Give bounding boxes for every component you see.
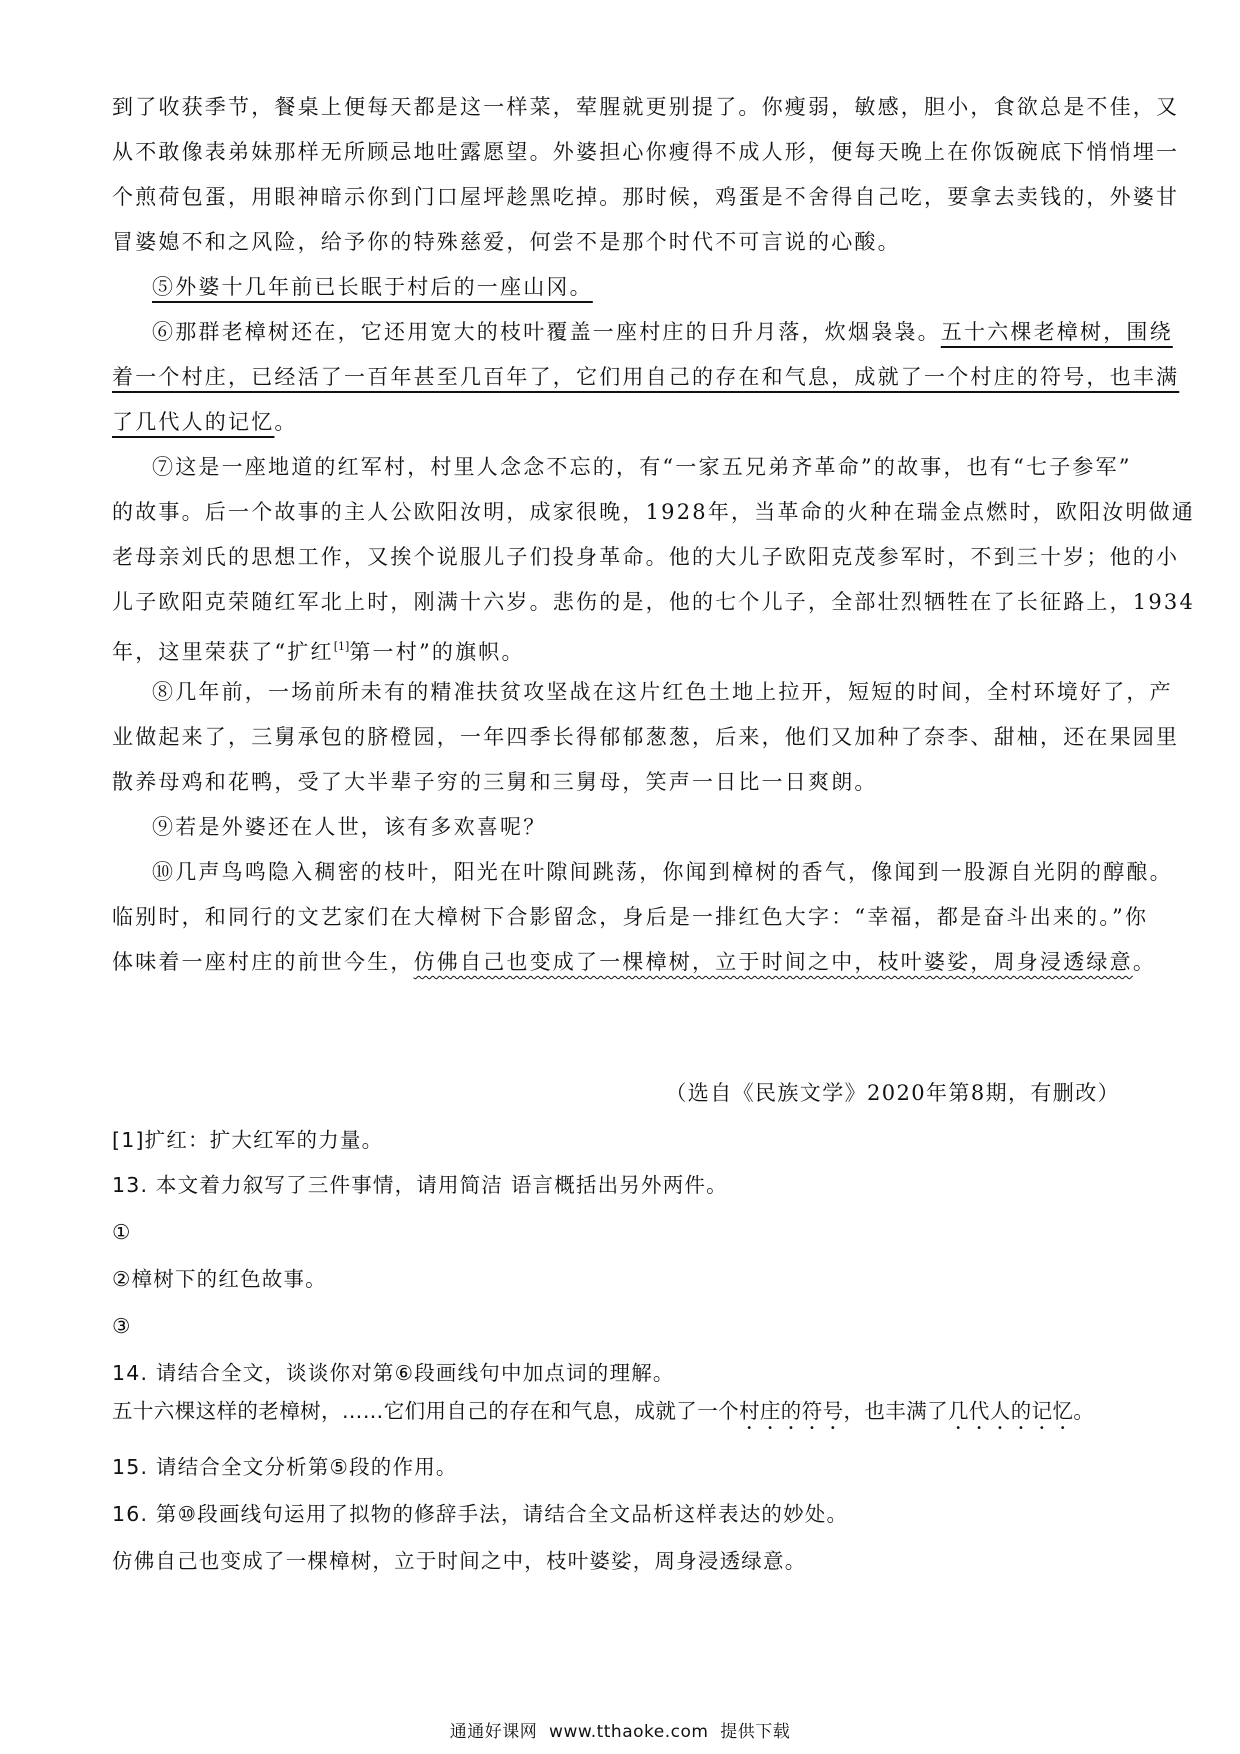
- paragraph-text: ⑥那群老樟树还在，它还用宽大的枝叶覆盖一座村庄的日升月落，炊烟袅袅。: [152, 320, 941, 344]
- quote-text: 五十六棵这样的老樟树，……它们用自己的存在和气息，成就了一个: [112, 1399, 739, 1423]
- question-14: 14. 请结合全文，谈谈你对第⑥段画线句中加点词的理解。: [112, 1361, 675, 1385]
- paragraph-line: 业做起来了，三舅承包的脐橙园，一年四季长得郁郁葱葱，后来，他们又加种了奈李、甜柚，还在果园里: [112, 725, 1180, 749]
- answer-blank-1: ①: [112, 1220, 132, 1244]
- paragraph-line: 老母亲刘氏的思想工作，又挨个说服儿子们投身革命。他的大儿子欧阳克茂参军时，不到三十岁；他的小: [112, 545, 1180, 569]
- paragraph-text: 。: [1132, 950, 1157, 974]
- paragraph-line: [112, 632, 525, 662]
- source-citation: （选自《民族文学》2020年第8期，有删改）: [665, 1081, 1120, 1105]
- paragraph-text: 。: [274, 410, 298, 434]
- underlined-sentence: 了几代人的记忆: [112, 410, 275, 434]
- paragraph-text: 体味着一座村庄的前世今生，: [112, 950, 414, 974]
- footnote: [1]扩红：扩大红军的力量。: [112, 1128, 384, 1152]
- quote-text: ，也丰满了: [843, 1399, 948, 1423]
- paragraph-line: 冒婆媳不和之风险，给予你的特殊慈爱，何尝不是那个时代不可言说的心酸。: [112, 230, 901, 254]
- footnote-marker: [1]: [333, 640, 350, 653]
- paragraph-line: ⑨若是外婆还在人世，该有多欢喜呢？: [152, 815, 547, 839]
- paragraph-line: 的故事。后一个故事的主人公欧阳汝明，成家很晚，1928年，当革命的火种在瑞金点燃时，欧阳汝明做通: [112, 500, 1196, 524]
- paragraph-text: 年，这里荣获了“扩红: [112, 640, 334, 664]
- dotted-words: 几代人的记忆: [948, 1399, 1074, 1423]
- paragraph-5: [152, 272, 593, 302]
- question-16: 16. 第⑩段画线句运用了拟物的修辞手法，请结合全文品析这样表达的妙处。: [112, 1502, 849, 1526]
- answer-2: ②樟树下的红色故事。: [112, 1267, 327, 1291]
- paragraph-line: 临别时，和同行的文艺家们在大樟树下合影留念，身后是一排红色大字：“幸福，都是奋斗出来的。”你: [112, 905, 1149, 929]
- paragraph-line: 从不敢像表弟妹那样无所顾忌地吐露愿望。外婆担心你瘦得不成人形，便每天晚上在你饭碗底下悄悄埋一: [112, 140, 1180, 164]
- question-14-quote: [112, 1396, 1094, 1426]
- paragraph-line: 个煎荷包蛋，用眼神暗示你到门口屋坪趁黑吃掉。那时候，鸡蛋是不舍得自己吃，要拿去卖钱的，外婆甘: [112, 185, 1180, 209]
- paragraph-line: ⑩几声鸟鸣隐入稠密的枝叶，阳光在叶隙间跳荡，你闻到樟树的香气，像闻到一股源自光阴的醇酿。: [152, 860, 1173, 884]
- answer-blank-3: ③: [112, 1314, 132, 1338]
- paragraph-6-line: [152, 317, 1173, 347]
- page-footer: 通通好课网 www.tthaoke.com 提供下载: [449, 1722, 791, 1742]
- dotted-words: 村庄的符号: [739, 1399, 844, 1423]
- paragraph-line: 儿子欧阳克荣随红军北上时，刚满十六岁。悲伤的是，他的七个儿子，全部壮烈牺牲在了长征路上，1934: [112, 590, 1196, 614]
- quote-text: 。: [1073, 1399, 1095, 1423]
- paragraph-line: 散养母鸡和花鸭，受了大半辈子穷的三舅和三舅母，笑声一日比一日爽朗。: [112, 770, 878, 794]
- question-15: 15. 请结合全文分析第⑤段的作用。: [112, 1455, 458, 1479]
- paragraph-line: 到了收获季节，餐桌上便每天都是这一样菜，荤腥就更别提了。你瘦弱，敏感，胆小，食欲总是不佳，又: [112, 95, 1180, 119]
- question-13: 13. 本文着力叙写了三件事情，请用简洁 语言概括出另外两件。: [112, 1173, 728, 1197]
- paragraph-6-line: [112, 407, 298, 437]
- paragraph-line: ⑧几年前，一场前所未有的精准扶贫攻坚战在这片红色土地上拉开，短短的时间，全村环境好了，产: [152, 680, 1173, 704]
- underlined-sentence: 着一个村庄，已经活了一百年甚至几百年了，它们用自己的存在和气息，成就了一个村庄的符号，也丰满: [112, 365, 1180, 389]
- paragraph-text: 第一村”的旗帜。: [349, 640, 525, 664]
- underlined-sentence: ⑤外婆十几年前已长眠于村后的一座山冈。: [152, 275, 593, 299]
- paragraph-6-line: [112, 362, 1179, 392]
- paragraph-line: [112, 947, 1156, 977]
- paragraph-line: ⑦这是一座地道的红军村，村里人念念不忘的，有“一家五兄弟齐革命”的故事，也有“七子参军”: [152, 455, 1132, 479]
- question-16-quote: 仿佛自己也变成了一棵樟树，立于时间之中，枝叶婆娑，周身浸透绿意。: [112, 1549, 807, 1573]
- wavy-underlined-sentence: 仿佛自己也变成了一棵樟树，立于时间之中，枝叶婆娑，周身浸透绿意: [413, 950, 1133, 974]
- underlined-sentence: 五十六棵老樟树，围绕: [940, 320, 1173, 344]
